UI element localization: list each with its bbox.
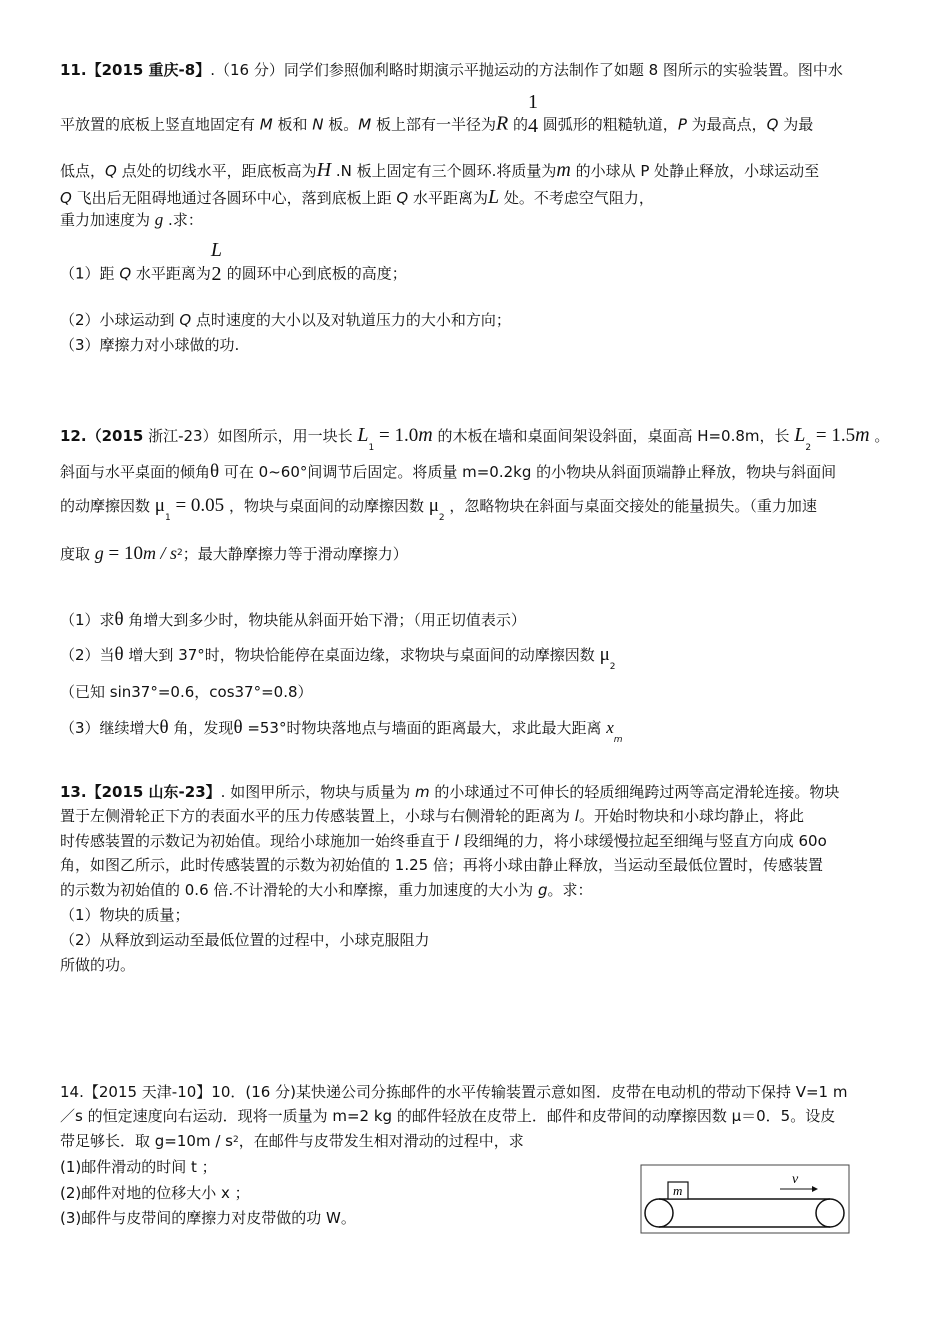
q12-value: = 0.05 <box>170 495 225 516</box>
q13-line-2 <box>60 809 804 824</box>
q11-number: 11. <box>60 61 87 79</box>
q11-text: 低点， <box>60 162 106 180</box>
q14-text: 14.【2015 天津-10】10．(16 分)某快递公司分拣邮件的水平传输装置示意如图．皮带在电动机的带动下保持 V=1 m <box>60 1083 848 1101</box>
q12-var-x: x <box>606 718 614 737</box>
q12-theta: θ <box>114 644 124 665</box>
q12-text: 度取 <box>60 545 95 563</box>
q12-text: ，物块与桌面间的动摩擦因数 <box>224 497 429 515</box>
q11-fraction-quarter <box>528 90 538 138</box>
q11-text: 的小球从 P 处静止释放，小球运动至 <box>570 162 820 180</box>
q12-text: （3）继续增大 <box>60 719 160 737</box>
right-pulley <box>816 1199 844 1227</box>
fraction-denominator: 2 <box>211 263 222 285</box>
subscript: 2 <box>438 513 445 523</box>
q11-text: 板上部有一半径为 <box>371 115 497 134</box>
q11-line-4 <box>60 187 654 207</box>
q11-text: （2）小球运动到 <box>60 311 180 329</box>
q13-line-3 <box>60 834 827 849</box>
q12-text: 。 <box>869 427 890 445</box>
q12-text: 如图所示，用一块长 <box>217 427 358 445</box>
q11-var-M: M <box>358 115 372 134</box>
q11-var-m: m <box>556 159 571 181</box>
q12-source: 浙江-23） <box>143 427 218 445</box>
velocity-label: v <box>792 1172 799 1187</box>
q12-text: （已知 sin37°=0.6，cos37°=0.8） <box>60 683 313 701</box>
q11-text: 板和 <box>272 115 313 134</box>
q13-text: 的示数为初始值的 0.6 倍.不计滑轮的大小和摩擦，重力加速度的大小为 <box>60 881 538 899</box>
q11-var-g: g <box>154 210 164 229</box>
q13-text: . 如图甲所示，物块与质量为 <box>220 783 415 801</box>
q13-line-4 <box>60 858 823 873</box>
q12-var-L2: L <box>794 424 806 446</box>
q14-line-2 <box>60 1109 835 1124</box>
q12-theta: θ <box>114 609 124 630</box>
q13-text: 的小球通过不可伸长的轻质细绳跨过两等高定滑轮连接。物块 <box>429 783 840 801</box>
q11-text: 板。 <box>323 115 359 134</box>
q12-theta: θ <box>159 717 169 738</box>
q12-mu: μ <box>428 495 439 516</box>
q11-text: 处。不考虑空气阻力， <box>499 189 654 207</box>
q13-text: 段细绳的力，将小球缓慢拉起至细绳与竖直方向成 60o <box>458 832 827 850</box>
q11-text: 为最 <box>778 115 814 134</box>
fraction-denominator: 4 <box>528 115 539 137</box>
q11-fraction-half <box>211 238 222 286</box>
q13-var-g: g <box>537 881 548 899</box>
q11-var-R: R <box>496 112 509 135</box>
subscript: 1 <box>164 513 171 523</box>
q12-line-3 <box>60 495 817 523</box>
q11-text: 点处的切线水平，距底板高为 <box>116 162 317 180</box>
q12-theta: θ <box>233 717 243 738</box>
q13-source: 山东-23】 <box>143 783 221 801</box>
q12-text: 增大到 37°时，物块恰能停在桌面边缘，求物块与桌面间的动摩擦因数 <box>123 646 600 664</box>
left-pulley <box>645 1199 673 1227</box>
q14-text: (1)邮件滑动的时间 t ； <box>60 1158 217 1176</box>
q12-var-g: g <box>94 543 104 563</box>
q12-text: 角增大到多少时，物块能从斜面开始下滑；（用正切值表示） <box>123 611 526 629</box>
q11-text: （1）距 <box>60 264 120 283</box>
q11-line-3 <box>60 160 819 180</box>
q12-line-2 <box>60 462 836 481</box>
q13-text: 时传感装置的示数记为初始值。现给小球施加一始终垂直于 <box>60 832 455 850</box>
q11-line-2 <box>60 91 814 138</box>
q11-text: 水平距离为 <box>131 264 211 283</box>
q13-text: 所做的功。 <box>60 956 136 974</box>
q12-unit: m / s <box>143 543 178 563</box>
q12-sub-2 <box>60 644 616 672</box>
q11-sub-3 <box>60 338 239 353</box>
q11-text: .N 板上固定有三个圆环.将质量为 <box>331 162 557 180</box>
q12-hint <box>60 685 313 700</box>
q11-text: .求： <box>163 211 203 229</box>
fraction-numerator: L <box>210 239 223 261</box>
q11-var-M: M <box>259 115 273 134</box>
q13-line-1 <box>60 785 839 800</box>
q12-text: 的动摩擦因数 <box>60 497 155 515</box>
q11-var-Q: Q <box>105 162 117 180</box>
subscript: m <box>613 735 623 745</box>
q12-text: 可在 0~60°间调节后固定。将质量 m=0.2kg 的小物块从斜面顶端静止释放，物块与斜面间 <box>219 463 837 481</box>
q11-text: 的圆环中心到底板的高度； <box>222 264 407 283</box>
conveyor-belt-figure <box>640 1164 850 1234</box>
q11-var-Q: Q <box>396 189 409 207</box>
q12-theta: θ <box>210 461 220 482</box>
q12-unit: m <box>855 424 870 446</box>
q11-text: .（16 分）同学们参照伽利略时期演示平抛运动的方法制作了如题 8 图所示的实验装置。图中水 <box>210 61 843 79</box>
q12-text: 的木板在墙和桌面间架设斜面，桌面高 H=0.8m，长 <box>432 427 795 445</box>
q12-text: 斜面与水平桌面的倾角 <box>60 463 211 481</box>
q11-var-Q: Q <box>119 264 132 283</box>
subscript: 1 <box>368 443 375 453</box>
q13-text: 角，如图乙所示，此时传感装置的示数为初始值的 1.25 倍；再将小球由静止释放，当运动至最低位置时，传感装置 <box>60 856 823 874</box>
q12-text: （2）当 <box>60 646 115 664</box>
q11-text: 飞出后无阻碍地通过各圆环中心，落到底板上距 <box>71 189 397 207</box>
q11-sub-2 <box>60 313 511 328</box>
q12-value: = 1.0 <box>374 425 419 446</box>
fraction-numerator: 1 <box>528 91 539 113</box>
q14-text: (2)邮件对地的位移大小 x ； <box>60 1184 250 1202</box>
q12-text: 角，发现 <box>168 719 234 737</box>
q14-sub-2 <box>60 1186 250 1201</box>
q11-text: 的 <box>508 115 529 134</box>
q12-mu: μ <box>154 495 165 516</box>
q13-var-m: m <box>414 783 430 801</box>
q11-line-1 <box>60 63 843 78</box>
q12-sub-3 <box>60 717 623 745</box>
q13-text: 。开始时物块和小球均静止，将此 <box>578 807 804 825</box>
subscript: 2 <box>805 443 812 453</box>
q12-value: = 1.5 <box>811 425 856 446</box>
q11-sub-1 <box>60 239 407 286</box>
q12-value: = 10 <box>103 543 143 564</box>
q12-unit: m <box>418 424 433 446</box>
q13-sub-2 <box>60 933 430 948</box>
q14-line-3 <box>60 1134 524 1149</box>
q13-var-l: l <box>454 832 459 850</box>
q13-text: （2）从释放到运动至最低位置的过程中，小球克服阻力 <box>60 931 430 949</box>
q12-text: ，忽略物块在斜面与桌面交接处的能量损失。（重力加速 <box>444 497 817 515</box>
q14-sub-3 <box>60 1211 356 1226</box>
q13-sub-1 <box>60 908 190 923</box>
subscript: 2 <box>609 662 616 672</box>
q12-line-1 <box>60 424 890 453</box>
q14-text: 带足够长．取 g=10m / s <box>60 1132 233 1150</box>
q13-var-l: l <box>574 807 579 825</box>
superscript: 2 <box>177 548 183 558</box>
q12-sub-1 <box>60 610 526 629</box>
superscript: 2 <box>232 1135 239 1145</box>
q14-text: (3)邮件与皮带间的摩擦力对皮带做的功 W。 <box>60 1209 356 1227</box>
q13-sub-2-cont <box>60 958 135 973</box>
q14-sub-1 <box>60 1160 217 1175</box>
parcel-mass-label: m <box>673 1183 683 1198</box>
q12-line-4 <box>60 544 408 563</box>
q11-var-N: N <box>312 115 324 134</box>
q11-var-L: L <box>487 186 500 208</box>
q11-var-H: H <box>316 159 332 181</box>
q13-source: 【2015 <box>86 783 144 801</box>
q11-text: 为最高点， <box>686 115 767 134</box>
q12-mu: μ <box>599 644 610 665</box>
q12-text: =53°时物块落地点与墙面的距离最大，求此最大距离 <box>242 719 607 737</box>
velocity-arrow-head <box>812 1186 818 1192</box>
q11-text: 平放置的底板上竖直地固定有 <box>60 115 260 134</box>
q12-source: （2015 <box>86 427 144 445</box>
q11-var-P: P <box>677 115 687 134</box>
q11-text: 圆弧形的粗糙轨道， <box>538 115 678 134</box>
q12-number: 12. <box>60 427 87 445</box>
q11-var-Q: Q <box>179 311 192 329</box>
q14-text: ／s 的恒定速度向右运动．现将一质量为 m=2 kg 的邮件轻放在皮带上．邮件和皮带间的动摩擦因数 μ＝0．5。设皮 <box>60 1107 836 1125</box>
q12-text: （1）求 <box>60 611 115 629</box>
q11-text: 水平距离为 <box>408 189 488 207</box>
q13-line-5 <box>60 883 592 898</box>
q11-source: 【2015 重庆-8】 <box>86 61 211 79</box>
q11-var-Q: Q <box>766 115 779 134</box>
q12-var-L1: L <box>357 424 369 446</box>
q13-text: 。求： <box>547 881 593 899</box>
q14-line-1 <box>60 1085 847 1100</box>
q12-text: ；最大静摩擦力等于滑动摩擦力） <box>182 545 408 563</box>
q13-text: （1）物块的质量； <box>60 906 190 924</box>
q11-text: 重力加速度为 <box>60 211 155 229</box>
q11-line-5 <box>60 211 203 228</box>
q13-text: 置于左侧滑轮正下方的表面水平的压力传感装置上，小球与右侧滑轮的距离为 <box>60 807 575 825</box>
q13-number: 13. <box>60 783 87 801</box>
q11-text: （3）摩擦力对小球做的功. <box>60 336 240 354</box>
q14-text: ，在邮件与皮带发生相对滑动的过程中，求 <box>238 1132 524 1150</box>
q11-text: 点时速度的大小以及对轨道压力的大小和方向； <box>191 311 511 329</box>
q11-var-Q: Q <box>60 189 72 207</box>
